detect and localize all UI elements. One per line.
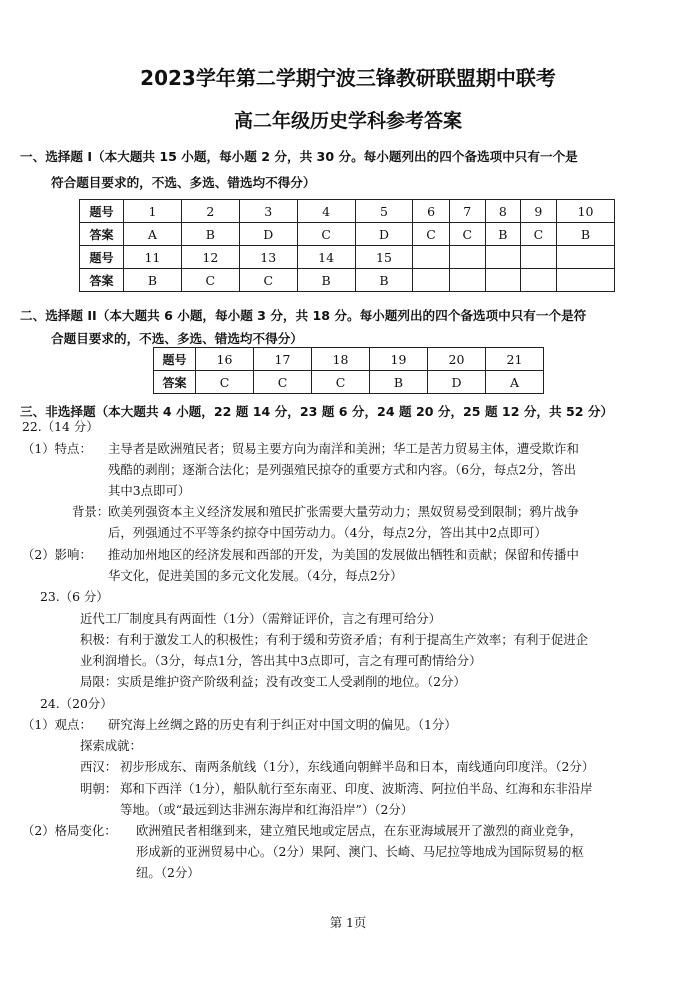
answer-table-row: [80, 269, 615, 292]
answer-cell: B: [485, 223, 520, 246]
q23-line: 业利润增长。（3分，每点1分，答出其中3点即可，言之有理可酌情给分）: [80, 653, 482, 668]
answer-cell: C: [196, 371, 254, 394]
question-number-cell: 11: [124, 246, 182, 269]
page-subtitle: 高二年级历史学科参考答案: [233, 110, 462, 132]
q24-ming-line: 郑和下西洋（1分），船队航行至东南亚、印度、波斯湾、阿拉伯半岛、红海和东非沿岸: [120, 781, 593, 796]
question-number-cell: 1: [124, 200, 182, 223]
section2-heading-cont: 合题目要求的，不选、多选、错选均不得分）: [51, 331, 303, 346]
row-label: 答案: [154, 371, 196, 394]
answer-cell: D: [355, 223, 413, 246]
question-number-cell: 6: [413, 200, 449, 223]
answer-cell: B: [370, 371, 428, 394]
question-number-cell: 9: [520, 200, 556, 223]
q24-part2-line: 形成新的亚洲贸易中心。（2分）果阿、澳门、长崎、马尼拉等地成为国际贸易的枢: [136, 844, 584, 859]
question-number-cell: 16: [196, 348, 254, 371]
answer-cell: C: [239, 269, 297, 292]
page-title: 2023学年第二学期宁波三锋教研联盟期中联考: [140, 66, 556, 90]
q22-part1-line: 主导者是欧洲殖民者；贸易主要方向为南洋和美洲；华工是苦力贸易主体，遭受欺诈和: [108, 441, 579, 456]
answer-cell: D: [239, 223, 297, 246]
q24-part2-tag: （2）格局变化：: [22, 823, 117, 838]
section1-answer-table: [79, 199, 615, 292]
answer-cell: B: [124, 269, 182, 292]
q24-part1-line: 研究海上丝绸之路的历史有利于纠正对中国文明的偏见。（1分）: [108, 717, 457, 732]
question-number-cell: 13: [239, 246, 297, 269]
question-number-cell: 7: [449, 200, 485, 223]
answer-cell: [520, 269, 556, 292]
question-number-cell: 19: [370, 348, 428, 371]
answer-cell: C: [297, 223, 355, 246]
question-number-cell: 3: [239, 200, 297, 223]
question-number-cell: [557, 246, 615, 269]
question-number-cell: 20: [428, 348, 486, 371]
answer-cell: C: [312, 371, 370, 394]
question-number-cell: 12: [181, 246, 239, 269]
question-number-cell: 8: [485, 200, 520, 223]
section1-heading-cont: 符合题目要求的，不选、多选、错选均不得分）: [51, 175, 316, 190]
q22-part1-tag: （1）特点：: [22, 441, 92, 456]
q24-part1-tag: （1）观点：: [22, 717, 92, 732]
answer-cell: [449, 269, 485, 292]
row-label: 答案: [80, 269, 124, 292]
q22-background-line: 后，列强通过不平等条约掠夺中国劳动力。（4分，每点2分，答出其中2点即可）: [108, 525, 547, 540]
q24-ming-tag: 明朝：: [80, 781, 118, 796]
q24-xihan-line: 初步形成东、南两条航线（1分），东线通向朝鲜半岛和日本，南线通向印度洋。（2分）: [120, 759, 595, 774]
q22-part1-line: 残酷的剥削；逐渐合法化；是列强殖民掠夺的重要方式和内容。（6分，每点2分，答出: [108, 462, 577, 477]
answer-table-row: [80, 246, 615, 269]
q22-background-tag: 背景：: [72, 504, 110, 519]
q22-part1-line: 其中3点即可）: [108, 483, 191, 498]
answer-cell: B: [181, 223, 239, 246]
answer-cell: C: [413, 223, 449, 246]
question-number-cell: [413, 246, 449, 269]
q24-heading: 24.（20分）: [40, 696, 113, 711]
answer-table-row: [154, 348, 544, 371]
answer-table-row: [154, 371, 544, 394]
q23-line: 积极：有利于激发工人的积极性；有利于缓和劳资矛盾；有利于提高生产效率；有利于促进企: [80, 632, 589, 647]
answer-cell: A: [486, 371, 544, 394]
question-number-cell: 15: [355, 246, 413, 269]
answer-cell: [413, 269, 449, 292]
q22-part2-line: 华文化，促进美国的多元文化发展。（4分，每点2分）: [108, 568, 403, 583]
question-number-cell: 21: [486, 348, 544, 371]
question-number-cell: 10: [557, 200, 615, 223]
question-number-cell: 5: [355, 200, 413, 223]
page-number: 第 1页: [329, 915, 367, 930]
answer-table-row: [80, 200, 615, 223]
question-number-cell: 2: [181, 200, 239, 223]
question-number-cell: 4: [297, 200, 355, 223]
q24-part2-line: 纽。（2分）: [136, 865, 200, 880]
q23-heading: 23.（6 分）: [40, 589, 109, 604]
q24-explore-label: 探索成就：: [80, 738, 142, 753]
answer-cell: C: [449, 223, 485, 246]
answer-cell: B: [297, 269, 355, 292]
section2-answer-table: [153, 347, 544, 394]
question-number-cell: 18: [312, 348, 370, 371]
q22-part2-line: 推动加州地区的经济发展和西部的开发，为美国的发展做出牺牲和贡献；保留和传播中: [108, 547, 579, 562]
answer-cell: [557, 269, 615, 292]
answer-cell: D: [428, 371, 486, 394]
q23-line: 局限：实质是维护资产阶级利益；没有改变工人受剥削的地位。（2分）: [80, 674, 466, 689]
row-label: 题号: [80, 246, 124, 269]
answer-cell: B: [557, 223, 615, 246]
q24-ming-line: 等地。（或“最远到达非洲东海岸和红海沿岸”）（2分）: [120, 802, 414, 817]
question-number-cell: [449, 246, 485, 269]
section1-heading: 一、选择题 I（本大题共 15 小题，每小题 2 分，共 30 分。每小题列出的四个备选项中只有一个是: [20, 149, 578, 164]
answer-cell: C: [520, 223, 556, 246]
q23-line: 近代工厂制度具有两面性（1分）（需辩证评价，言之有理可给分）: [80, 611, 442, 626]
row-label: 题号: [80, 200, 124, 223]
row-label: 答案: [80, 223, 124, 246]
question-number-cell: [520, 246, 556, 269]
section3-heading: 三、非选择题（本大题共 4 小题，22 题 14 分，23 题 6 分，24 题 20 分，25 题 12 分，共 52 分）: [20, 404, 614, 419]
q22-part2-tag: （2）影响：: [22, 547, 92, 562]
question-number-cell: 14: [297, 246, 355, 269]
q22-heading: 22.（14 分）: [22, 419, 99, 434]
question-number-cell: 17: [254, 348, 312, 371]
answer-cell: B: [355, 269, 413, 292]
q24-xihan-tag: 西汉：: [80, 759, 118, 774]
row-label: 题号: [154, 348, 196, 371]
answer-cell: [485, 269, 520, 292]
answer-cell: C: [254, 371, 312, 394]
answer-table-row: [80, 223, 615, 246]
answer-cell: C: [181, 269, 239, 292]
section2-heading: 二、选择题 II（本大题共 6 小题，每小题 3 分，共 18 分。每小题列出的四个备选项中只有一个是符: [20, 308, 587, 323]
answer-cell: A: [124, 223, 182, 246]
q22-background-line: 欧美列强资本主义经济发展和殖民扩张需要大量劳动力；黑奴贸易受到限制；鸦片战争: [108, 504, 579, 519]
question-number-cell: [485, 246, 520, 269]
q24-part2-line: 欧洲殖民者相继到来，建立殖民地或定居点，在东亚海域展开了激烈的商业竞争，: [136, 823, 583, 838]
